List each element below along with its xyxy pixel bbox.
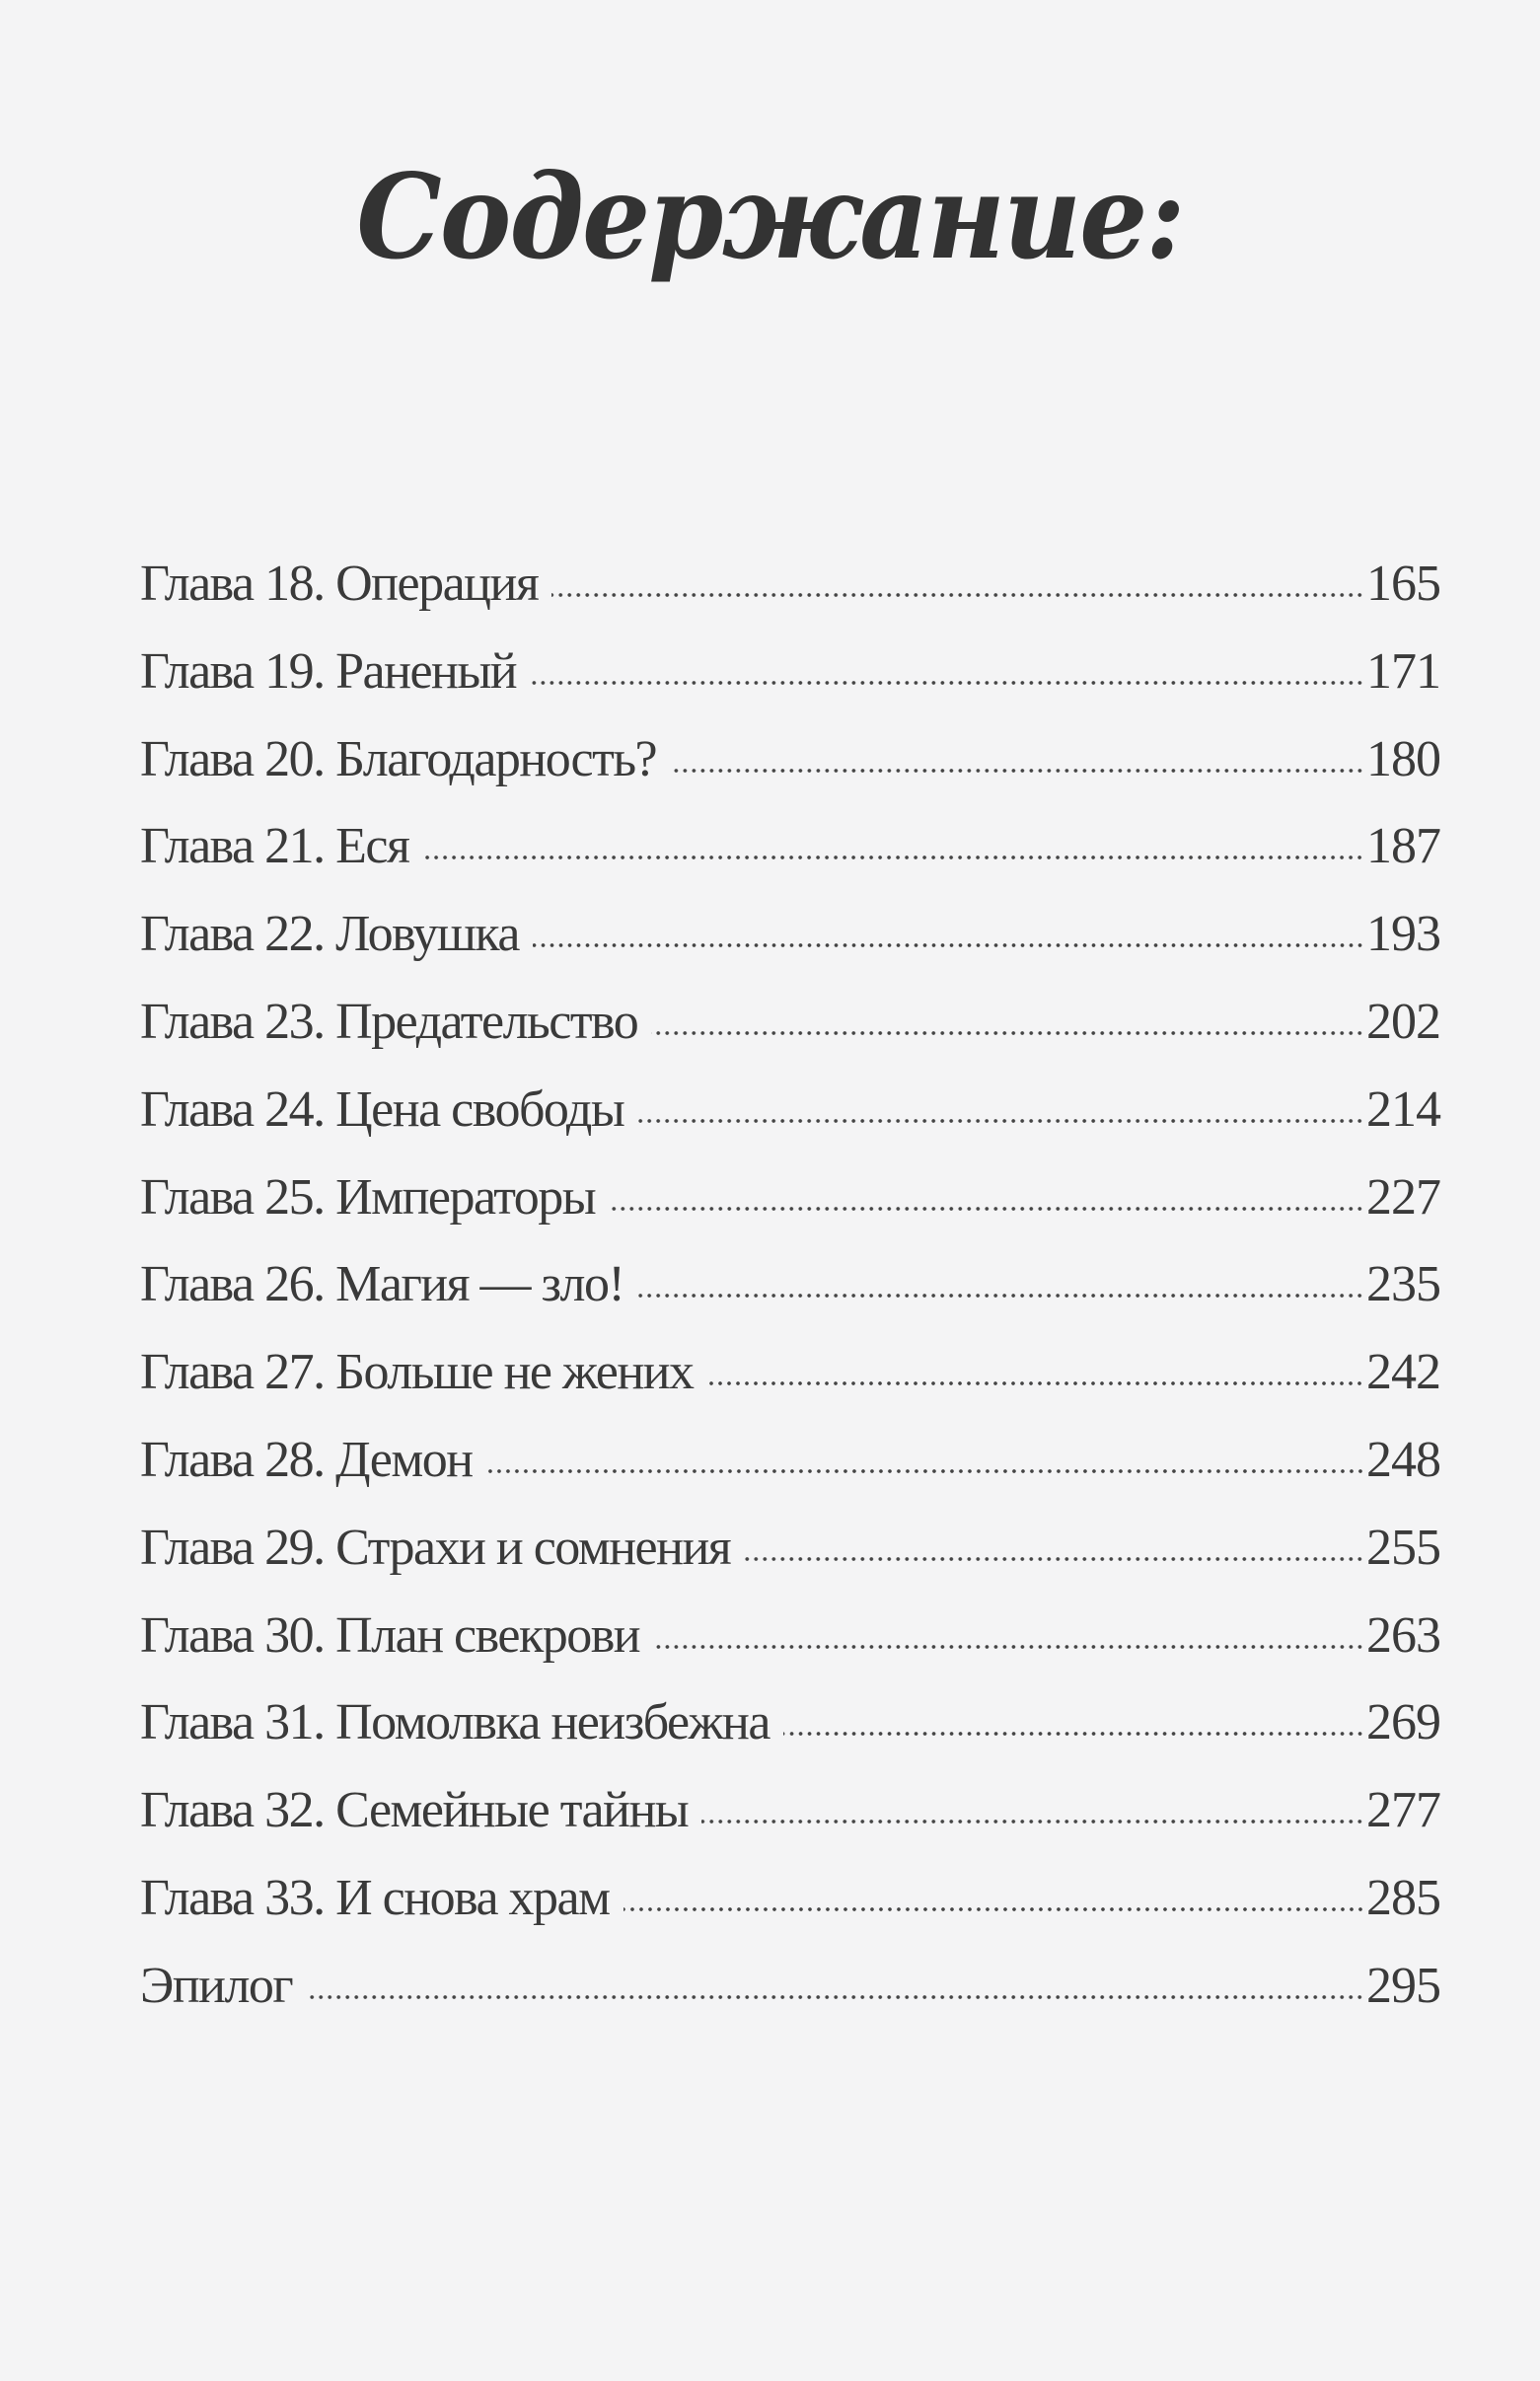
toc-entry — [140, 1329, 1440, 1417]
chapter-title: Глава 21. Еся — [140, 818, 409, 875]
chapter-title: Глава 33. И снова храм — [140, 1869, 610, 1926]
toc-entry — [140, 629, 1440, 716]
toc-entry — [140, 979, 1440, 1067]
page-number: 214 — [1366, 1080, 1440, 1138]
page-number: 193 — [1366, 906, 1440, 963]
chapter-title: Глава 20. Благодарность? — [140, 730, 657, 787]
dot-leader — [783, 1731, 1364, 1737]
dot-leader — [609, 1206, 1364, 1212]
page-number: 255 — [1366, 1519, 1440, 1576]
toc-entry — [140, 1767, 1440, 1855]
chapter-title: Эпилог — [140, 1957, 293, 2014]
dot-leader — [422, 855, 1364, 860]
toc-entry — [140, 1505, 1440, 1593]
page-number: 202 — [1366, 993, 1440, 1050]
dot-leader — [637, 1293, 1364, 1299]
dot-leader — [533, 942, 1364, 948]
page-number: 295 — [1366, 1957, 1440, 2014]
chapter-title: Глава 25. Императоры — [140, 1168, 596, 1226]
page-number: 235 — [1366, 1256, 1440, 1313]
page-number: 269 — [1366, 1694, 1440, 1751]
page-number: 187 — [1366, 818, 1440, 875]
toc-entry — [140, 803, 1440, 891]
page-title: Содержание: — [356, 148, 1184, 285]
page-number: 171 — [1366, 642, 1440, 700]
page-number: 242 — [1366, 1344, 1440, 1401]
chapter-title: Глава 18. Операция — [140, 556, 539, 612]
toc-entry — [140, 1067, 1440, 1154]
chapter-title: Глава 28. Демон — [140, 1431, 473, 1488]
chapter-title: Глава 26. Магия — зло! — [140, 1256, 624, 1313]
dot-leader — [701, 1819, 1364, 1824]
page-number: 248 — [1366, 1431, 1440, 1488]
chapter-title: Глава 19. Раненый — [140, 642, 517, 700]
chapter-title: Глава 23. Предательство — [140, 993, 638, 1050]
dot-leader — [670, 768, 1364, 774]
dot-leader — [653, 1644, 1364, 1650]
dot-leader — [486, 1468, 1364, 1474]
page-number: 285 — [1366, 1869, 1440, 1926]
toc-entry — [140, 891, 1440, 979]
table-of-contents — [140, 541, 1440, 2031]
dot-leader — [551, 592, 1364, 598]
chapter-title: Глава 22. Ловушка — [140, 906, 519, 963]
toc-entry — [140, 1417, 1440, 1505]
page-number: 277 — [1366, 1782, 1440, 1839]
chapter-title: Глава 27. Больше не жених — [140, 1344, 694, 1401]
dot-leader — [651, 1030, 1364, 1036]
chapter-title: Глава 24. Цена свободы — [140, 1080, 624, 1138]
toc-entry — [140, 1154, 1440, 1242]
chapter-title: Глава 30. План свекрови — [140, 1606, 640, 1664]
toc-entry — [140, 1943, 1440, 2031]
toc-entry — [140, 541, 1440, 629]
page-number: 180 — [1366, 730, 1440, 787]
page-number: 165 — [1366, 556, 1440, 612]
dot-leader — [623, 1906, 1364, 1912]
dot-leader — [637, 1118, 1364, 1124]
toc-entry — [140, 1679, 1440, 1767]
dot-leader — [706, 1380, 1364, 1386]
toc-entry — [140, 716, 1440, 804]
chapter-title: Глава 31. Помолвка неизбежна — [140, 1694, 770, 1751]
chapter-title: Глава 29. Страхи и сомнения — [140, 1519, 731, 1576]
chapter-title: Глава 32. Семейные тайны — [140, 1782, 689, 1839]
toc-entry — [140, 1241, 1440, 1329]
toc-entry — [140, 1593, 1440, 1680]
toc-entry — [140, 1855, 1440, 1943]
dot-leader — [306, 1994, 1364, 2000]
page-number: 263 — [1366, 1606, 1440, 1664]
dot-leader — [744, 1556, 1364, 1562]
dot-leader — [530, 680, 1364, 686]
page-number: 227 — [1366, 1168, 1440, 1226]
